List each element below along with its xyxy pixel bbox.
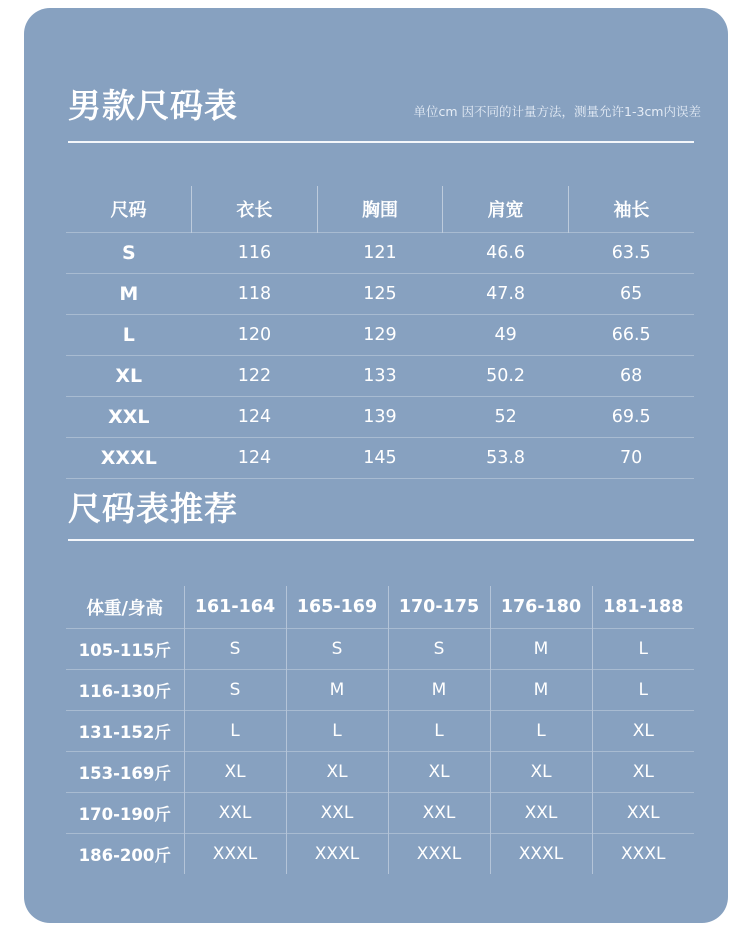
length-cell: 118 bbox=[192, 274, 318, 315]
table-row bbox=[66, 629, 694, 670]
length-cell: 124 bbox=[192, 397, 318, 438]
recommended-size-cell: XL bbox=[286, 752, 388, 793]
recommended-size-cell: L bbox=[592, 670, 694, 711]
recommended-size-cell: L bbox=[490, 711, 592, 752]
size-cell: XL bbox=[66, 356, 192, 397]
recommended-size-cell: XL bbox=[388, 752, 490, 793]
header-length: 衣长 bbox=[192, 186, 318, 233]
size-chart-title: 男款尺码表 bbox=[68, 86, 238, 125]
recommended-size-cell: XXL bbox=[388, 793, 490, 834]
header-sleeve: 袖长 bbox=[568, 186, 694, 233]
shoulder-cell: 47.8 bbox=[443, 274, 569, 315]
shoulder-cell: 52 bbox=[443, 397, 569, 438]
sleeve-cell: 69.5 bbox=[568, 397, 694, 438]
size-cell: XXL bbox=[66, 397, 192, 438]
size-cell: S bbox=[66, 233, 192, 274]
table-row bbox=[66, 752, 694, 793]
table-row bbox=[66, 670, 694, 711]
recommended-size-cell: S bbox=[184, 670, 286, 711]
chest-cell: 125 bbox=[317, 274, 443, 315]
recommended-size-cell: XXXL bbox=[286, 834, 388, 875]
chest-cell: 129 bbox=[317, 315, 443, 356]
header-weight-height: 体重/身高 bbox=[86, 598, 163, 619]
recommendation-title: 尺码表推荐 bbox=[68, 489, 238, 528]
recommended-size-cell: XXXL bbox=[592, 834, 694, 875]
size-guide-card bbox=[24, 8, 728, 923]
table-row bbox=[66, 274, 694, 315]
recommended-size-cell: XL bbox=[490, 752, 592, 793]
size-cell: M bbox=[66, 274, 192, 315]
header-height-range: 161-164 bbox=[184, 586, 286, 629]
table-row bbox=[66, 793, 694, 834]
recommended-size-cell: XXL bbox=[490, 793, 592, 834]
shoulder-cell: 50.2 bbox=[443, 356, 569, 397]
length-cell: 116 bbox=[192, 233, 318, 274]
recommended-size-cell: XL bbox=[184, 752, 286, 793]
chest-cell: 133 bbox=[317, 356, 443, 397]
size-chart-header-row bbox=[66, 186, 694, 233]
shoulder-cell: 46.6 bbox=[443, 233, 569, 274]
recommended-size-cell: S bbox=[388, 629, 490, 670]
table-row bbox=[66, 834, 694, 875]
table-row bbox=[66, 356, 694, 397]
table-row bbox=[66, 397, 694, 438]
recommended-size-cell: XXXL bbox=[184, 834, 286, 875]
measurement-note: 单位cm 因不同的计量方法，测量允许1-3cm内误差 bbox=[413, 104, 701, 119]
sleeve-cell: 70 bbox=[568, 438, 694, 479]
length-cell: 120 bbox=[192, 315, 318, 356]
table-row bbox=[66, 233, 694, 274]
header-height-range: 165-169 bbox=[286, 586, 388, 629]
recommended-size-cell: XL bbox=[592, 711, 694, 752]
recommended-size-cell: XXXL bbox=[490, 834, 592, 875]
length-cell: 124 bbox=[192, 438, 318, 479]
recommendation-divider bbox=[68, 539, 694, 541]
length-cell: 122 bbox=[192, 356, 318, 397]
recommended-size-cell: L bbox=[184, 711, 286, 752]
sleeve-cell: 68 bbox=[568, 356, 694, 397]
size-cell: XXXL bbox=[66, 438, 192, 479]
header-chest: 胸围 bbox=[317, 186, 443, 233]
weight-range-cell: 116-130斤 bbox=[66, 670, 184, 711]
recommended-size-cell: M bbox=[490, 629, 592, 670]
table-row bbox=[66, 438, 694, 479]
size-chart-divider bbox=[68, 141, 694, 143]
shoulder-cell: 53.8 bbox=[443, 438, 569, 479]
header-shoulder: 肩宽 bbox=[443, 186, 569, 233]
recommendation-table bbox=[66, 586, 694, 874]
recommended-size-cell: XXL bbox=[592, 793, 694, 834]
recommended-size-cell: L bbox=[286, 711, 388, 752]
recommended-size-cell: XXXL bbox=[388, 834, 490, 875]
chest-cell: 121 bbox=[317, 233, 443, 274]
shoulder-cell: 49 bbox=[443, 315, 569, 356]
recommendation-header-row bbox=[66, 586, 694, 629]
sleeve-cell: 63.5 bbox=[568, 233, 694, 274]
size-chart-table bbox=[66, 186, 694, 479]
table-row bbox=[66, 315, 694, 356]
size-cell: L bbox=[66, 315, 192, 356]
recommended-size-cell: XL bbox=[592, 752, 694, 793]
chest-cell: 145 bbox=[317, 438, 443, 479]
recommended-size-cell: S bbox=[184, 629, 286, 670]
header-height-range: 176-180 bbox=[490, 586, 592, 629]
recommended-size-cell: XXL bbox=[184, 793, 286, 834]
recommended-size-cell: L bbox=[592, 629, 694, 670]
weight-range-cell: 131-152斤 bbox=[66, 711, 184, 752]
table-row bbox=[66, 711, 694, 752]
weight-range-cell: 186-200斤 bbox=[66, 834, 184, 875]
weight-range-cell: 153-169斤 bbox=[66, 752, 184, 793]
header-height-range: 170-175 bbox=[388, 586, 490, 629]
weight-range-cell: 170-190斤 bbox=[66, 793, 184, 834]
recommended-size-cell: M bbox=[286, 670, 388, 711]
recommended-size-cell: M bbox=[490, 670, 592, 711]
recommended-size-cell: S bbox=[286, 629, 388, 670]
recommended-size-cell: L bbox=[388, 711, 490, 752]
weight-range-cell: 105-115斤 bbox=[66, 629, 184, 670]
header-size: 尺码 bbox=[110, 200, 147, 221]
sleeve-cell: 66.5 bbox=[568, 315, 694, 356]
chest-cell: 139 bbox=[317, 397, 443, 438]
header-height-range: 181-188 bbox=[592, 586, 694, 629]
recommended-size-cell: XXL bbox=[286, 793, 388, 834]
recommended-size-cell: M bbox=[388, 670, 490, 711]
sleeve-cell: 65 bbox=[568, 274, 694, 315]
